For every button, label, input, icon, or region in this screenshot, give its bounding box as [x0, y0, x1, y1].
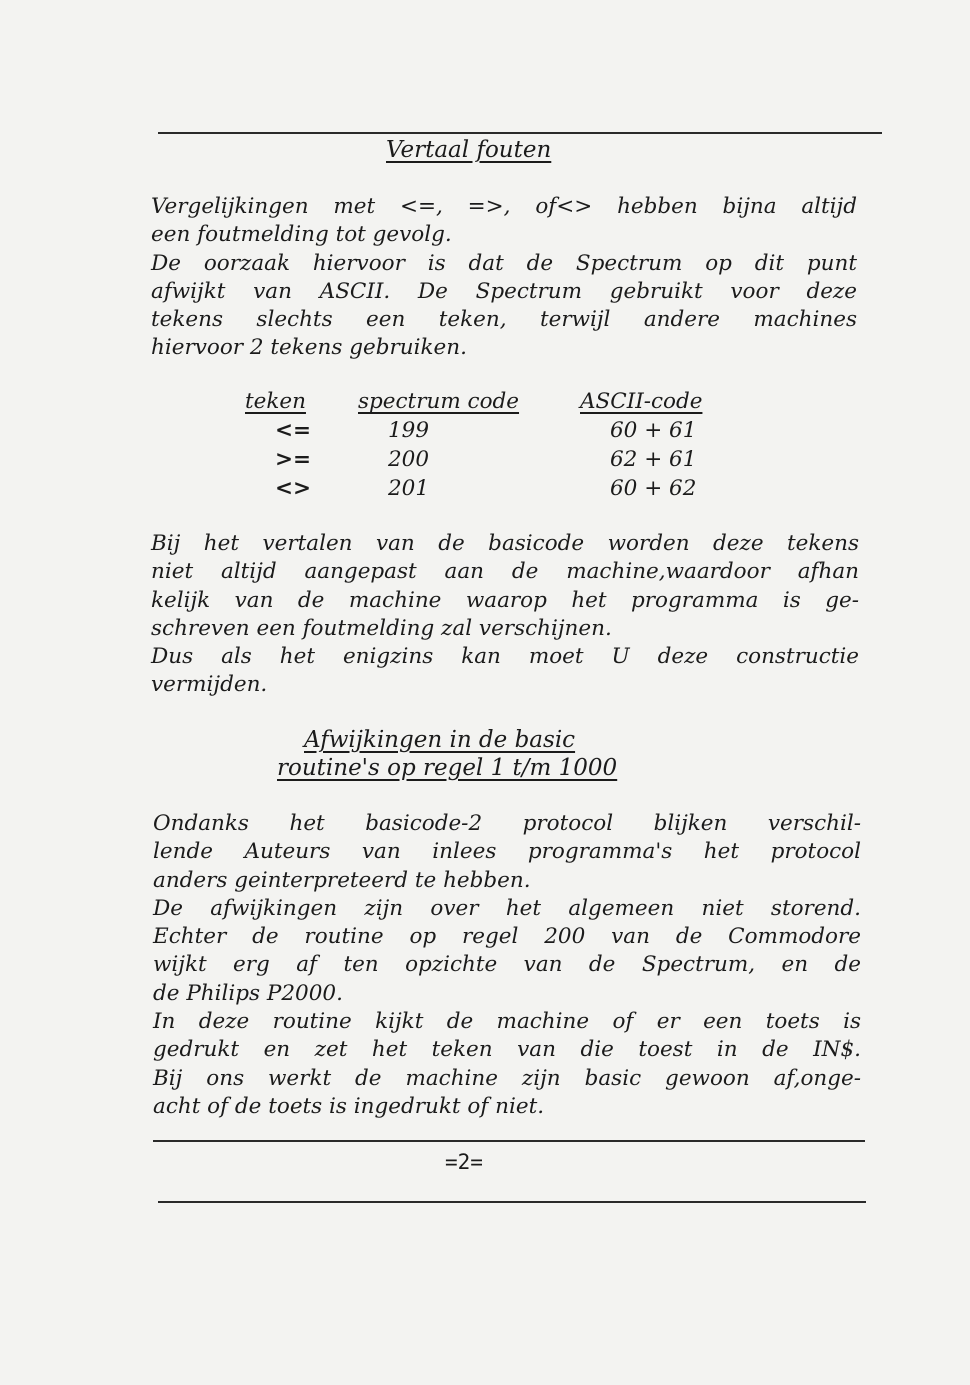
body-line: anders geinterpreteerd te hebben. — [153, 867, 531, 893]
body-line: Bij het vertalen van de basicode worden deze tekens — [151, 531, 859, 556]
intro-line: De oorzaak hiervoor is dat de Spectrum op dit punt — [151, 250, 857, 276]
table-cell-spectrum-code: 199 — [388, 418, 430, 443]
table-cell-teken: >= — [275, 447, 312, 472]
body-line: wijkt erg af ten opzichte van de Spectrum, en de — [153, 952, 861, 978]
table-row — [230, 447, 750, 475]
body-line: acht of de toets is ingedrukt of niet. — [153, 1093, 545, 1119]
table-header-teken: teken — [245, 389, 306, 414]
section-title-vertaal-fouten: Vertaal fouten — [386, 137, 552, 163]
body-line: Ondanks het basicode-2 protocol blijken verschil- — [153, 811, 861, 836]
footer-rule-bottom — [158, 1201, 866, 1203]
table-cell-teken: <> — [275, 476, 312, 501]
table-cell-ascii-code: 62 + 61 — [610, 447, 697, 472]
top-rule — [158, 132, 882, 134]
body-line: gedrukt en zet het teken van die toest in de IN$. — [153, 1037, 861, 1063]
footer-rule-top — [153, 1140, 865, 1142]
body-line: Dus als het enigzins kan moet U deze constructie — [151, 644, 859, 670]
intro-line: afwijkt van ASCII. De Spectrum gebruikt voor deze — [151, 278, 857, 304]
body-line: vermijden. — [151, 672, 268, 698]
table-cell-ascii-code: 60 + 61 — [610, 418, 697, 443]
body-line: de Philips P2000. — [153, 980, 343, 1006]
table-header-ascii-code: ASCII-code — [580, 389, 703, 414]
intro-line: hiervoor 2 tekens gebruiken. — [151, 335, 467, 361]
table-cell-spectrum-code: 200 — [388, 447, 430, 472]
body-line: Echter de routine op regel 200 van de Commodore — [153, 924, 861, 950]
table-cell-teken: <= — [275, 418, 312, 443]
body-line: Bij ons werkt de machine zijn basic gewoon af,onge- — [153, 1065, 861, 1091]
body-line: De afwijkingen zijn over het algemeen niet storend. — [153, 895, 861, 921]
vertalen-paragraph — [151, 530, 859, 700]
table-row — [230, 418, 750, 446]
body-line: In deze routine kijkt de machine of er een toets is — [153, 1009, 861, 1035]
body-line: niet altijd aangepast aan de machine,waardoor afhan — [151, 559, 859, 585]
table-cell-ascii-code: 60 + 62 — [610, 476, 697, 501]
intro-paragraph — [151, 193, 857, 363]
intro-line: Vergelijkingen met <=, =>, of<> hebben bijna altijd — [151, 194, 857, 219]
table-cell-spectrum-code: 201 — [388, 476, 430, 501]
table-header-spectrum-code: spectrum code — [358, 389, 520, 414]
body-line: kelijk van de machine waarop het programma is ge- — [151, 587, 859, 613]
body-line: lende Auteurs van inlees programma's het protocol — [153, 839, 861, 865]
table-header-row — [230, 389, 750, 417]
intro-line: tekens slechts een teken, terwijl andere machines — [151, 307, 857, 333]
section-title-afwijkingen-line1: Afwijkingen in de basic — [304, 727, 576, 753]
intro-line: een foutmelding tot gevolg. — [151, 222, 452, 248]
page-number: =2= — [445, 1150, 483, 1174]
afwijkingen-paragraph — [153, 810, 861, 1121]
table-row — [230, 476, 750, 504]
section-title-afwijkingen-line2: routine's op regel 1 t/m 1000 — [277, 755, 618, 781]
body-line: schreven een foutmelding zal verschijnen. — [151, 615, 612, 641]
